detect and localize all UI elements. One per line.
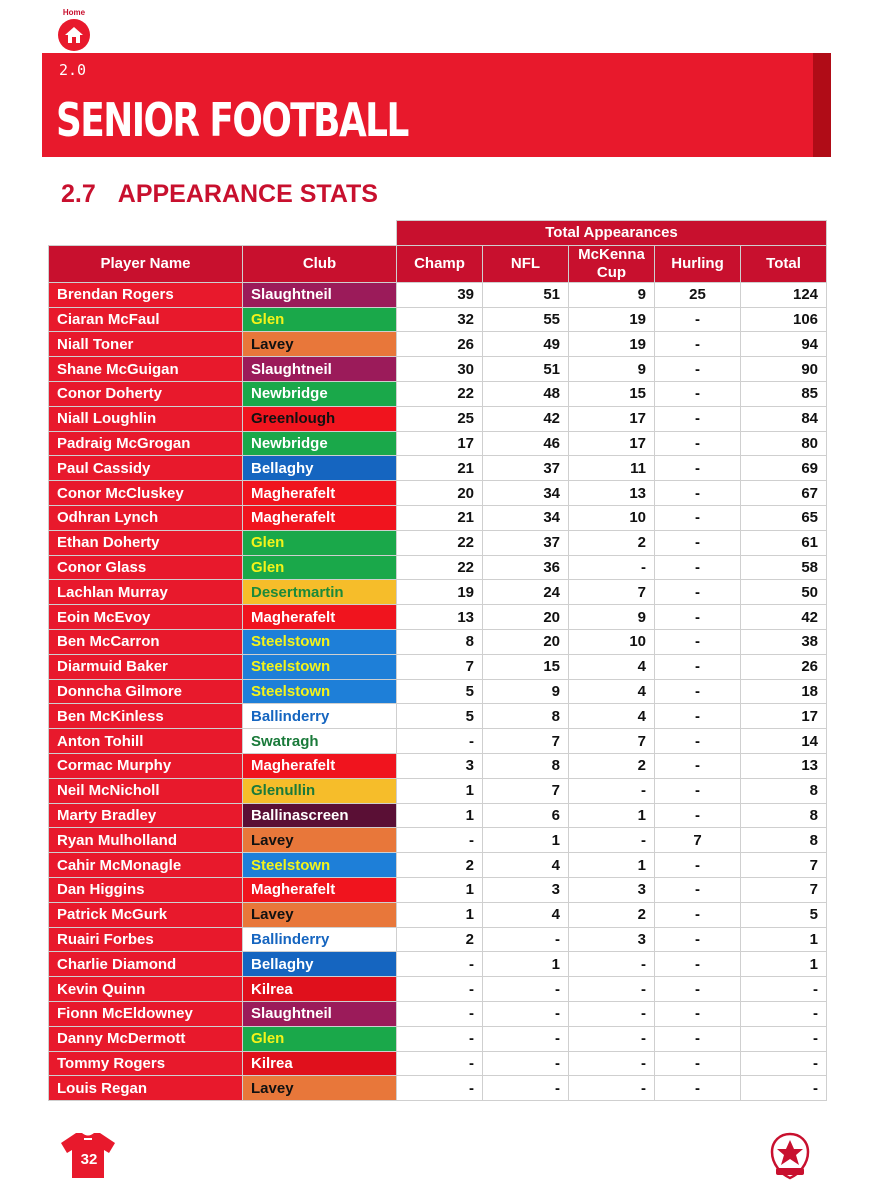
hurling-cell: 7 — [655, 828, 741, 853]
nfl-cell: 15 — [483, 654, 569, 679]
total-cell: 8 — [741, 803, 827, 828]
mckenna-cell: - — [569, 952, 655, 977]
champ-cell: 2 — [397, 853, 483, 878]
total-cell: 8 — [741, 828, 827, 853]
total-cell: 61 — [741, 530, 827, 555]
table-row — [49, 332, 827, 357]
champ-cell: - — [397, 828, 483, 853]
club-cell: Slaughtneil — [243, 1001, 397, 1026]
club-cell: Bellaghy — [243, 456, 397, 481]
mckenna-cell: 7 — [569, 729, 655, 754]
mckenna-cell: 4 — [569, 654, 655, 679]
player-name-cell: Ciaran McFaul — [49, 307, 243, 332]
hurling-cell: 25 — [655, 282, 741, 307]
stats-body — [49, 282, 827, 1100]
hurling-cell: - — [655, 505, 741, 530]
mckenna-cell: - — [569, 1026, 655, 1051]
mckenna-cell: 1 — [569, 853, 655, 878]
club-cell: Swatragh — [243, 729, 397, 754]
col-nfl: NFL — [483, 245, 569, 282]
player-name-cell: Lachlan Murray — [49, 580, 243, 605]
total-cell: 124 — [741, 282, 827, 307]
hurling-cell: - — [655, 1026, 741, 1051]
page-title: SENIOR FOOTBALL — [56, 93, 408, 147]
player-name-cell: Cormac Murphy — [49, 753, 243, 778]
club-cell: Steelstown — [243, 654, 397, 679]
total-cell: 42 — [741, 605, 827, 630]
table-row — [49, 357, 827, 382]
header-spacer — [49, 221, 397, 246]
table-row — [49, 927, 827, 952]
table-row — [49, 505, 827, 530]
champ-cell: 1 — [397, 778, 483, 803]
hurling-cell: - — [655, 1076, 741, 1101]
player-name-cell: Ruairi Forbes — [49, 927, 243, 952]
club-cell: Glen — [243, 555, 397, 580]
hurling-cell: - — [655, 431, 741, 456]
total-cell: 7 — [741, 877, 827, 902]
club-cell: Magherafelt — [243, 481, 397, 506]
hurling-cell: - — [655, 778, 741, 803]
club-cell: Steelstown — [243, 853, 397, 878]
champ-cell: - — [397, 1026, 483, 1051]
total-cell: 7 — [741, 853, 827, 878]
section-number: 2.7 — [61, 180, 96, 208]
total-cell: 17 — [741, 704, 827, 729]
total-cell: 106 — [741, 307, 827, 332]
hurling-cell: - — [655, 580, 741, 605]
club-cell: Greenlough — [243, 406, 397, 431]
table-row — [49, 952, 827, 977]
club-cell: Kilrea — [243, 1051, 397, 1076]
champ-cell: 22 — [397, 530, 483, 555]
player-name-cell: Conor McCluskey — [49, 481, 243, 506]
club-cell: Slaughtneil — [243, 357, 397, 382]
banner-accent-strip — [813, 53, 831, 157]
total-cell: 50 — [741, 580, 827, 605]
total-cell: 94 — [741, 332, 827, 357]
hurling-cell: - — [655, 729, 741, 754]
mckenna-cell: 19 — [569, 332, 655, 357]
hurling-cell: - — [655, 530, 741, 555]
total-cell: 84 — [741, 406, 827, 431]
total-cell: 26 — [741, 654, 827, 679]
club-cell: Glen — [243, 530, 397, 555]
club-cell: Lavey — [243, 828, 397, 853]
hurling-cell: - — [655, 555, 741, 580]
table-row — [49, 406, 827, 431]
table-row — [49, 1001, 827, 1026]
nfl-cell: 36 — [483, 555, 569, 580]
hurling-cell: - — [655, 679, 741, 704]
mckenna-cell: 11 — [569, 456, 655, 481]
champ-cell: - — [397, 952, 483, 977]
hurling-cell: - — [655, 406, 741, 431]
club-cell: Lavey — [243, 332, 397, 357]
hurling-cell: - — [655, 853, 741, 878]
table-row — [49, 530, 827, 555]
mckenna-cell: 19 — [569, 307, 655, 332]
hurling-cell: - — [655, 481, 741, 506]
nfl-cell: 49 — [483, 332, 569, 357]
table-row — [49, 679, 827, 704]
mckenna-cell: 9 — [569, 605, 655, 630]
version-label: 2.0 — [59, 61, 87, 79]
champ-cell: 3 — [397, 753, 483, 778]
champ-cell: - — [397, 1051, 483, 1076]
champ-cell: 5 — [397, 704, 483, 729]
champ-cell: 22 — [397, 381, 483, 406]
hurling-cell: - — [655, 704, 741, 729]
champ-cell: 19 — [397, 580, 483, 605]
player-name-cell: Paul Cassidy — [49, 456, 243, 481]
home-link[interactable] — [57, 8, 91, 51]
player-name-cell: Padraig McGrogan — [49, 431, 243, 456]
mckenna-cell: 10 — [569, 505, 655, 530]
nfl-cell: 8 — [483, 704, 569, 729]
total-cell: 18 — [741, 679, 827, 704]
total-cell: 38 — [741, 629, 827, 654]
nfl-cell: 48 — [483, 381, 569, 406]
mckenna-cell: 7 — [569, 580, 655, 605]
player-name-cell: Dan Higgins — [49, 877, 243, 902]
nfl-cell: - — [483, 1051, 569, 1076]
home-label: Home — [62, 8, 86, 17]
table-row — [49, 778, 827, 803]
table-row — [49, 307, 827, 332]
hurling-cell: - — [655, 977, 741, 1002]
nfl-cell: 9 — [483, 679, 569, 704]
total-cell: - — [741, 1026, 827, 1051]
hurling-cell: - — [655, 952, 741, 977]
champ-cell: 26 — [397, 332, 483, 357]
mckenna-cell: 9 — [569, 357, 655, 382]
hurling-cell: - — [655, 1051, 741, 1076]
nfl-cell: - — [483, 1026, 569, 1051]
player-name-cell: Neil McNicholl — [49, 778, 243, 803]
hurling-cell: - — [655, 605, 741, 630]
player-name-cell: Patrick McGurk — [49, 902, 243, 927]
player-name-cell: Charlie Diamond — [49, 952, 243, 977]
club-cell: Newbridge — [243, 431, 397, 456]
champ-cell: 1 — [397, 877, 483, 902]
hurling-cell: - — [655, 877, 741, 902]
champ-cell: 7 — [397, 654, 483, 679]
table-row — [49, 580, 827, 605]
table-row — [49, 654, 827, 679]
table-row — [49, 828, 827, 853]
player-name-cell: Conor Glass — [49, 555, 243, 580]
mckenna-cell: 9 — [569, 282, 655, 307]
table-row — [49, 877, 827, 902]
nfl-cell: 7 — [483, 729, 569, 754]
nfl-cell: 51 — [483, 357, 569, 382]
club-cell: Lavey — [243, 1076, 397, 1101]
mckenna-cell: - — [569, 1076, 655, 1101]
nfl-cell: 1 — [483, 952, 569, 977]
hurling-cell: - — [655, 902, 741, 927]
player-name-cell: Eoin McEvoy — [49, 605, 243, 630]
table-row — [49, 381, 827, 406]
mckenna-cell: 3 — [569, 927, 655, 952]
club-cell: Slaughtneil — [243, 282, 397, 307]
mckenna-cell: 2 — [569, 753, 655, 778]
player-name-cell: Ben McCarron — [49, 629, 243, 654]
player-name-cell: Niall Toner — [49, 332, 243, 357]
nfl-cell: - — [483, 1076, 569, 1101]
nfl-cell: 34 — [483, 481, 569, 506]
total-cell: 80 — [741, 431, 827, 456]
total-cell: - — [741, 1001, 827, 1026]
champ-cell: 1 — [397, 902, 483, 927]
total-cell: - — [741, 977, 827, 1002]
total-cell: 90 — [741, 357, 827, 382]
table-row — [49, 753, 827, 778]
total-cell: 69 — [741, 456, 827, 481]
appearance-stats-table — [48, 220, 827, 1101]
col-club: Club — [243, 245, 397, 282]
club-cell: Glen — [243, 307, 397, 332]
nfl-cell: 8 — [483, 753, 569, 778]
player-name-cell: Fionn McEldowney — [49, 1001, 243, 1026]
mckenna-cell: 2 — [569, 530, 655, 555]
mckenna-cell: - — [569, 1001, 655, 1026]
club-cell: Ballinascreen — [243, 803, 397, 828]
mckenna-cell: 2 — [569, 902, 655, 927]
player-name-cell: Conor Doherty — [49, 381, 243, 406]
table-row — [49, 481, 827, 506]
champ-cell: 8 — [397, 629, 483, 654]
nfl-cell: 4 — [483, 853, 569, 878]
hurling-cell: - — [655, 803, 741, 828]
hurling-cell: - — [655, 1001, 741, 1026]
club-cell: Newbridge — [243, 381, 397, 406]
section-heading — [61, 180, 378, 209]
mckenna-cell: - — [569, 555, 655, 580]
champ-cell: 2 — [397, 927, 483, 952]
total-cell: - — [741, 1051, 827, 1076]
player-name-cell: Shane McGuigan — [49, 357, 243, 382]
total-cell: 13 — [741, 753, 827, 778]
total-cell: 1 — [741, 927, 827, 952]
club-cell: Magherafelt — [243, 505, 397, 530]
table-row — [49, 1051, 827, 1076]
nfl-cell: 20 — [483, 605, 569, 630]
col-champ: Champ — [397, 245, 483, 282]
mckenna-cell: 10 — [569, 629, 655, 654]
club-cell: Magherafelt — [243, 753, 397, 778]
mckenna-cell: 3 — [569, 877, 655, 902]
total-cell: 85 — [741, 381, 827, 406]
club-cell: Ballinderry — [243, 704, 397, 729]
player-name-cell: Ben McKinless — [49, 704, 243, 729]
page-number: 32 — [80, 1151, 98, 1168]
player-name-cell: Louis Regan — [49, 1076, 243, 1101]
mckenna-cell: - — [569, 778, 655, 803]
home-icon[interactable] — [58, 19, 90, 51]
total-cell: - — [741, 1076, 827, 1101]
nfl-cell: 24 — [483, 580, 569, 605]
table-row — [49, 803, 827, 828]
table-row — [49, 977, 827, 1002]
nfl-cell: 51 — [483, 282, 569, 307]
table-row — [49, 1076, 827, 1101]
champ-cell: 39 — [397, 282, 483, 307]
club-cell: Bellaghy — [243, 952, 397, 977]
champ-cell: - — [397, 1076, 483, 1101]
mckenna-cell: - — [569, 828, 655, 853]
col-mckenna-cup: McKenna Cup — [569, 245, 655, 282]
player-name-cell: Diarmuid Baker — [49, 654, 243, 679]
nfl-cell: 20 — [483, 629, 569, 654]
hurling-cell: - — [655, 381, 741, 406]
header-banner — [42, 53, 831, 157]
table-row — [49, 704, 827, 729]
col-player-name: Player Name — [49, 245, 243, 282]
champ-cell: 5 — [397, 679, 483, 704]
hurling-cell: - — [655, 629, 741, 654]
club-cell: Steelstown — [243, 679, 397, 704]
club-cell: Magherafelt — [243, 605, 397, 630]
player-name-cell: Niall Loughlin — [49, 406, 243, 431]
nfl-cell: 55 — [483, 307, 569, 332]
nfl-cell: 1 — [483, 828, 569, 853]
hurling-cell: - — [655, 357, 741, 382]
total-cell: 14 — [741, 729, 827, 754]
hurling-cell: - — [655, 927, 741, 952]
player-name-cell: Donncha Gilmore — [49, 679, 243, 704]
champ-cell: - — [397, 1001, 483, 1026]
hurling-cell: - — [655, 456, 741, 481]
nfl-cell: - — [483, 1001, 569, 1026]
table-row — [49, 1026, 827, 1051]
nfl-cell: 4 — [483, 902, 569, 927]
total-cell: 8 — [741, 778, 827, 803]
player-name-cell: Ethan Doherty — [49, 530, 243, 555]
nfl-cell: 37 — [483, 456, 569, 481]
table-row — [49, 431, 827, 456]
mckenna-cell: - — [569, 1051, 655, 1076]
nfl-cell: - — [483, 977, 569, 1002]
table-row — [49, 853, 827, 878]
player-name-cell: Cahir McMonagle — [49, 853, 243, 878]
champ-cell: 32 — [397, 307, 483, 332]
club-cell: Lavey — [243, 902, 397, 927]
champ-cell: 30 — [397, 357, 483, 382]
player-name-cell: Brendan Rogers — [49, 282, 243, 307]
club-cell: Kilrea — [243, 977, 397, 1002]
club-cell: Glenullin — [243, 778, 397, 803]
total-cell: 1 — [741, 952, 827, 977]
mckenna-cell: - — [569, 977, 655, 1002]
nfl-cell: 7 — [483, 778, 569, 803]
champ-cell: - — [397, 977, 483, 1002]
total-cell: 5 — [741, 902, 827, 927]
nfl-cell: 37 — [483, 530, 569, 555]
total-cell: 58 — [741, 555, 827, 580]
hurling-cell: - — [655, 307, 741, 332]
club-cell: Steelstown — [243, 629, 397, 654]
champ-cell: 17 — [397, 431, 483, 456]
player-name-cell: Ryan Mulholland — [49, 828, 243, 853]
mckenna-cell: 17 — [569, 406, 655, 431]
county-crest-icon — [768, 1132, 812, 1180]
table-row — [49, 555, 827, 580]
table-row — [49, 456, 827, 481]
nfl-cell: 3 — [483, 877, 569, 902]
club-cell: Glen — [243, 1026, 397, 1051]
hurling-cell: - — [655, 654, 741, 679]
club-cell: Desertmartin — [243, 580, 397, 605]
nfl-cell: 34 — [483, 505, 569, 530]
total-cell: 67 — [741, 481, 827, 506]
hurling-cell: - — [655, 332, 741, 357]
mckenna-cell: 17 — [569, 431, 655, 456]
club-cell: Ballinderry — [243, 927, 397, 952]
champ-cell: 21 — [397, 456, 483, 481]
player-name-cell: Odhran Lynch — [49, 505, 243, 530]
section-title: APPEARANCE STATS — [117, 180, 378, 208]
total-appearances-header: Total Appearances — [397, 221, 827, 246]
club-cell: Magherafelt — [243, 877, 397, 902]
champ-cell: 1 — [397, 803, 483, 828]
table-row — [49, 282, 827, 307]
table-row — [49, 605, 827, 630]
table-row — [49, 902, 827, 927]
champ-cell: 22 — [397, 555, 483, 580]
mckenna-cell: 1 — [569, 803, 655, 828]
total-cell: 65 — [741, 505, 827, 530]
hurling-cell: - — [655, 753, 741, 778]
nfl-cell: 46 — [483, 431, 569, 456]
nfl-cell: - — [483, 927, 569, 952]
col-total: Total — [741, 245, 827, 282]
table-row — [49, 629, 827, 654]
player-name-cell: Tommy Rogers — [49, 1051, 243, 1076]
nfl-cell: 42 — [483, 406, 569, 431]
mckenna-cell: 15 — [569, 381, 655, 406]
nfl-cell: 6 — [483, 803, 569, 828]
champ-cell: 20 — [397, 481, 483, 506]
player-name-cell: Kevin Quinn — [49, 977, 243, 1002]
champ-cell: 25 — [397, 406, 483, 431]
mckenna-cell: 4 — [569, 704, 655, 729]
player-name-cell: Anton Tohill — [49, 729, 243, 754]
champ-cell: - — [397, 729, 483, 754]
col-hurling: Hurling — [655, 245, 741, 282]
table-row — [49, 729, 827, 754]
mckenna-cell: 4 — [569, 679, 655, 704]
player-name-cell: Marty Bradley — [49, 803, 243, 828]
champ-cell: 13 — [397, 605, 483, 630]
champ-cell: 21 — [397, 505, 483, 530]
mckenna-cell: 13 — [569, 481, 655, 506]
player-name-cell: Danny McDermott — [49, 1026, 243, 1051]
